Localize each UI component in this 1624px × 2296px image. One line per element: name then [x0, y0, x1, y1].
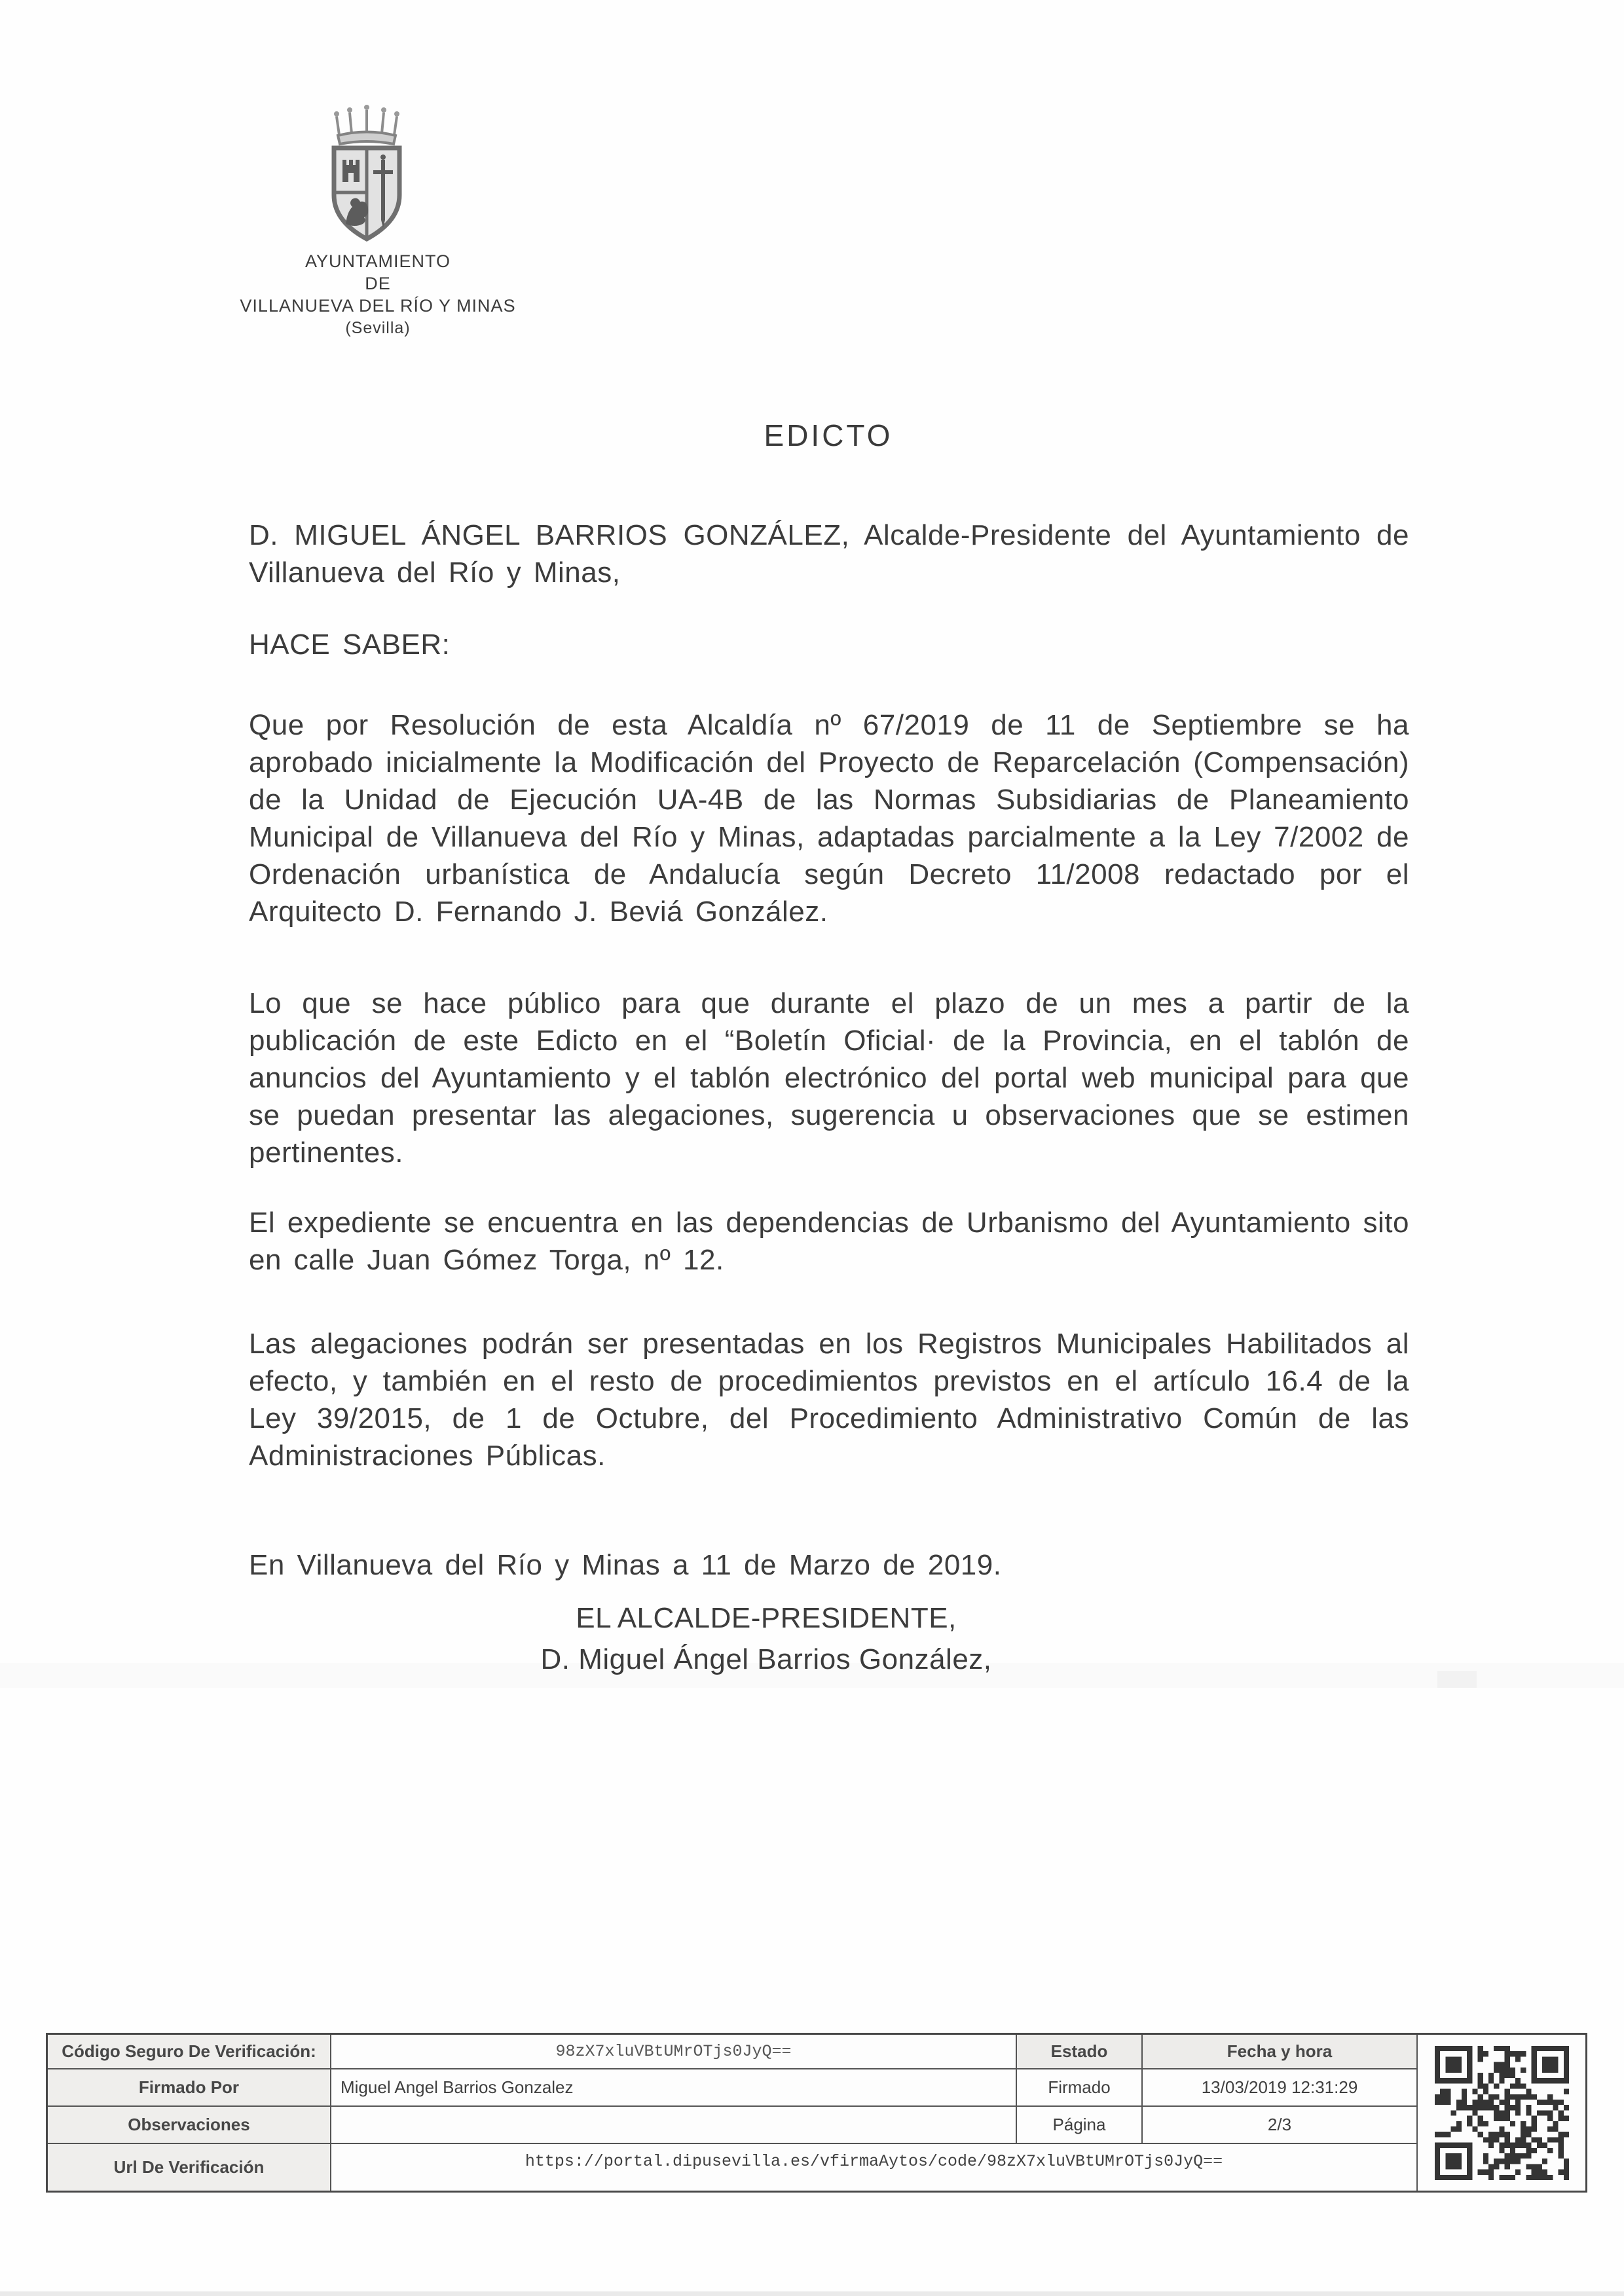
scan-artifact	[1437, 1671, 1477, 1688]
paragraph-intro: D. MIGUEL ÁNGEL BARRIOS GONZÁLEZ, Alcalde-Presidente del Ayuntamiento de Villanueva del Río y Minas,	[249, 519, 1409, 589]
municipality-name-line: VILLANUEVA DEL RÍO Y MINAS	[240, 296, 516, 316]
observaciones-label: Observaciones	[48, 2107, 331, 2144]
paragraph-alegaciones: Las alegaciones podrán ser presentadas en los Registros Municipales Habilitados al efecto, y también en el resto de procedimientos previstos en el artículo 16.4 de la Ley 39/2015, de 1 de Octubre, del Procedimiento Administrativo Común de las Administraciones Públicas.	[249, 1328, 1409, 1472]
estado-value: Firmado	[1017, 2069, 1143, 2107]
municipal-coat-of-arms-icon	[321, 105, 413, 246]
pagina-label: Página	[1017, 2107, 1143, 2144]
scan-artifact	[0, 1663, 1624, 1688]
observaciones-value	[331, 2107, 1017, 2144]
document-title: EDICTO	[764, 418, 893, 452]
csv-label: Código Seguro De Verificación:	[48, 2035, 331, 2069]
firmado-por-label: Firmado Por	[48, 2069, 331, 2107]
firmado-por-value: Miguel Angel Barrios Gonzalez	[331, 2069, 1017, 2107]
letterhead	[221, 250, 535, 339]
pagina-value: 2/3	[1143, 2107, 1418, 2144]
signature-name: D. Miguel Ángel Barrios González,	[540, 1643, 992, 1675]
signature-role: EL ALCALDE-PRESIDENTE,	[576, 1602, 957, 1634]
paragraph-expediente: El expediente se encuentra en las dependencias de Urbanismo del Ayuntamiento sito en calle Juan Gómez Torga, nº 12.	[249, 1207, 1409, 1276]
fecha-hora-value: 13/03/2019 12:31:29	[1143, 2069, 1418, 2107]
paragraph-resolucion: Que por Resolución de esta Alcaldía nº 67/2019 de 11 de Septiembre se ha aprobado inicialmente la Modificación del Proyecto de Reparcelación (Compensación) de la Unidad de Ejecución UA-4B de las Normas Subsidiarias de Planeamiento Municipal de Villanueva del Río y Minas, adaptadas parcialmente a la Ley 7/2002 de Ordenación urbanística de Andalucía según Decreto 11/2008 redactado por el Arquitecto D. Fernando J. Beviá González.	[249, 709, 1409, 928]
url-verificacion-value: https://portal.dipusevilla.es/vfirmaAytos/code/98zX7xluVBtUMrOTjs0JyQ==	[331, 2144, 1418, 2191]
qr-code	[1418, 2035, 1585, 2191]
municipality-name-line: AYUNTAMIENTO	[304, 251, 451, 271]
paragraph-hace-saber: HACE SABER:	[249, 629, 451, 661]
municipality-name-line: DE	[365, 274, 391, 293]
fecha-hora-header: Fecha y hora	[1143, 2035, 1418, 2069]
paragraph-publicacion: Lo que se hace público para que durante el plazo de un mes a partir de la publicación de este Edicto en el “Boletín Oficial· de la Provincia, en el tablón de anuncios del Ayuntamiento y el tablón electrónico del portal web municipal para que se puedan presentar las alegaciones, sugerencia u observaciones que se estimen pertinentes.	[249, 987, 1409, 1169]
url-verificacion-label: Url De Verificación	[48, 2144, 331, 2191]
csv-value: 98zX7xluVBtUMrOTjs0JyQ==	[331, 2035, 1017, 2069]
verification-table	[46, 2033, 1587, 2193]
paragraph-date: En Villanueva del Río y Minas a 11 de Marzo de 2019.	[249, 1549, 1002, 1581]
crown-icon	[334, 105, 399, 144]
scan-artifact	[0, 2291, 1624, 2296]
estado-header: Estado	[1017, 2035, 1143, 2069]
municipality-province-line: (Sevilla)	[345, 319, 411, 337]
